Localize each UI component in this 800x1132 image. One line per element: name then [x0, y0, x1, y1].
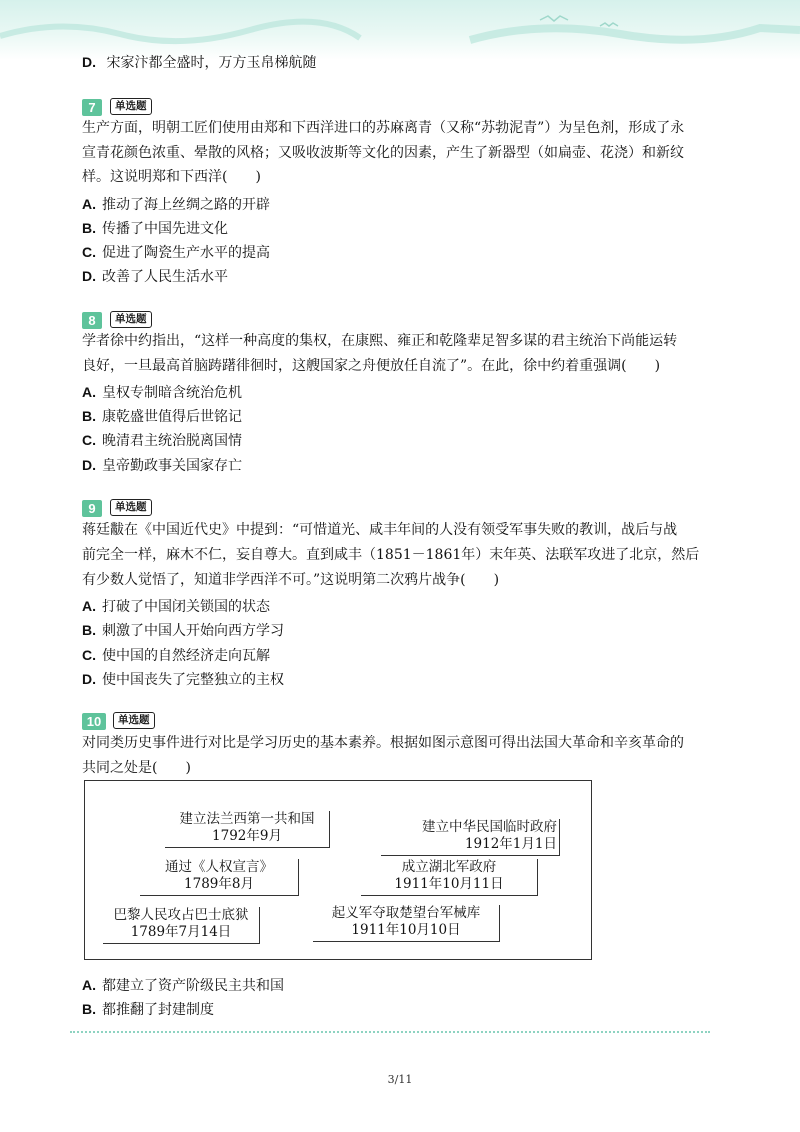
question-number-badge: 10 [82, 713, 106, 730]
question-stem-line: 学者徐中约指出，“这样一种高度的集权，在康熙、雍正和乾隆辈足智多谋的君主统治下尚能运转 [82, 333, 678, 349]
question-stem-line: 良好，一旦最高首脑踌躇徘徊时，这艘国家之舟便放任自流了”。在此，徐中约着重强调( ) [82, 358, 661, 374]
option-text: 康乾盛世值得后世铭记 [102, 409, 242, 425]
option-letter: A. [82, 196, 96, 212]
header-banner [0, 0, 800, 60]
prev-question-option-d [82, 52, 316, 73]
revolution-comparison-diagram [84, 780, 592, 960]
step-date: 1792年9月 [212, 828, 282, 844]
option-c[interactable] [82, 645, 270, 666]
china-step-hubei-military-government [361, 859, 538, 896]
option-text: 改善了人民生活水平 [102, 269, 228, 285]
china-step-provisional-government [381, 819, 560, 856]
france-step-declaration [140, 859, 299, 896]
option-letter: B. [82, 622, 96, 638]
option-text: 都建立了资产阶级民主共和国 [102, 978, 284, 994]
option-text: 都推翻了封建制度 [102, 1002, 214, 1018]
question-stem-line: 前完全一样，麻木不仁，妄自尊大。直到咸丰（1851－1861年）末年英、法联军攻进了北京，然后 [82, 547, 700, 563]
step-date: 1911年10月11日 [394, 876, 504, 892]
option-letter: D. [82, 671, 96, 687]
option-c[interactable] [82, 430, 242, 451]
france-step-bastille [103, 907, 260, 944]
question-stem-line: 有少数人觉悟了，知道非学西洋不可。”这说明第二次鸦片战争( ) [82, 572, 500, 588]
option-letter: C. [82, 244, 96, 260]
option-letter: A. [82, 977, 96, 993]
option-text: 使中国的自然经济走向瓦解 [102, 648, 270, 664]
option-letter: B. [82, 220, 96, 236]
page-number: 3/11 [387, 1073, 413, 1086]
option-letter: C. [82, 432, 96, 448]
option-letter: B. [82, 408, 96, 424]
step-date: 1789年8月 [184, 876, 254, 892]
option-b[interactable] [82, 620, 284, 641]
question-number-badge: 8 [82, 312, 102, 329]
step-event: 建立法兰西第一共和国 [179, 811, 315, 827]
question-type-tag: 单选题 [110, 499, 152, 516]
option-d[interactable] [82, 669, 284, 690]
step-date: 1789年7月14日 [130, 924, 232, 940]
step-event: 成立湖北军政府 [401, 859, 497, 875]
question-type-tag: 单选题 [113, 712, 155, 729]
question-type-tag: 单选题 [110, 98, 152, 115]
option-text: 皇权专制暗含统治危机 [102, 385, 242, 401]
option-text: 传播了中国先进文化 [102, 221, 228, 237]
question-stem-line: 对同类历史事件进行对比是学习历史的基本素养。根据如图示意图可得出法国大革命和辛亥革命的 [82, 735, 684, 751]
option-a[interactable] [82, 975, 284, 996]
question-number-badge: 9 [82, 500, 102, 517]
question-type-tag: 单选题 [110, 311, 152, 328]
step-date: 1911年10月10日 [351, 922, 461, 938]
option-c[interactable] [82, 242, 270, 263]
question-stem-line: 蒋廷黻在《中国近代史》中提到：“可惜道光、咸丰年间的人没有领受军事失败的教训，战后与战 [82, 522, 678, 538]
option-d[interactable] [82, 266, 228, 287]
option-text: 推动了海上丝绸之路的开辟 [102, 197, 270, 213]
option-letter: C. [82, 647, 96, 663]
option-letter: A. [82, 384, 96, 400]
question-stem-line: 宣青花颜色浓重、晕散的风格；又吸收波斯等文化的因素，产生了新器型（如扁壶、花浇）和新纹 [82, 145, 684, 161]
option-text: 皇帝勤政事关国家存亡 [102, 458, 242, 474]
question-stem-line: 样。这说明郑和下西洋( ) [82, 169, 261, 185]
option-letter: B. [82, 1001, 96, 1017]
option-letter: A. [82, 598, 96, 614]
step-date: 1912年1月1日 [464, 836, 557, 852]
option-b[interactable] [82, 406, 242, 427]
question-stem-line: 共同之处是( ) [82, 760, 191, 776]
option-letter: D. [82, 457, 96, 473]
option-a[interactable] [82, 596, 270, 617]
option-text: 刺激了中国人开始向西方学习 [102, 623, 284, 639]
option-text: 促进了陶瓷生产水平的提高 [102, 245, 270, 261]
step-event: 建立中华民国临时政府 [422, 819, 557, 835]
question-stem-line: 生产方面，明朝工匠们使用由郑和下西洋进口的苏麻离青（又称“苏勃泥青”）为呈色剂，形成了永 [82, 120, 685, 136]
option-letter: D. [82, 268, 96, 284]
step-event: 起义军夺取楚望台军械库 [331, 905, 481, 921]
option-a[interactable] [82, 194, 270, 215]
header-clouds-decoration [0, 0, 800, 60]
china-step-armory-capture [313, 905, 500, 942]
step-event: 通过《人权宣言》 [165, 859, 273, 875]
option-letter: D. [82, 54, 96, 70]
question-number-badge: 7 [82, 99, 102, 116]
option-b[interactable] [82, 218, 228, 239]
option-d[interactable] [82, 455, 242, 476]
option-text: 宋家汴都全盛时，万方玉帛梯航随 [106, 55, 317, 71]
option-a[interactable] [82, 382, 242, 403]
option-b[interactable] [82, 999, 214, 1020]
step-event: 巴黎人民攻占巴士底狱 [113, 907, 249, 923]
option-text: 晚清君主统治脱离国情 [102, 433, 242, 449]
option-text: 打破了中国闭关锁国的状态 [102, 599, 270, 615]
france-step-republic [165, 811, 330, 848]
footer-divider [70, 1031, 710, 1033]
option-text: 使中国丧失了完整独立的主权 [102, 672, 284, 688]
